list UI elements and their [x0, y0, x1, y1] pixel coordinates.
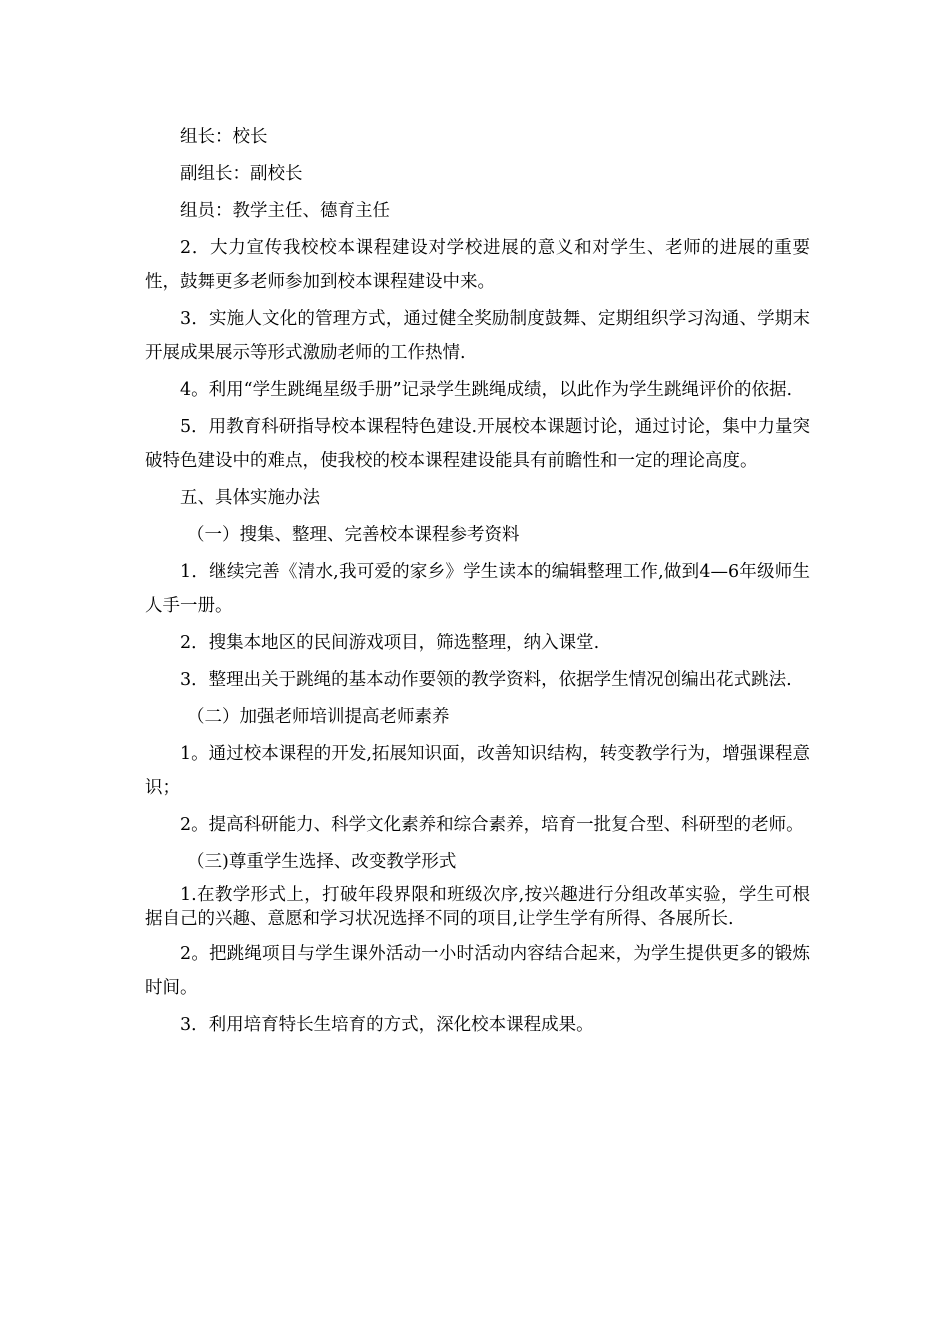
paragraph-sub1-item-2: 2．搜集本地区的民间游戏项目，筛选整理，纳入课堂.: [180, 633, 600, 653]
paragraph-item-3: 3．实施人文化的管理方式，通过健全奖励制度鼓舞、定期组织学习沟通、学期末开展成果展示等形式激励老师的工作热情.: [145, 309, 810, 363]
paragraph-leader: 组长：校长: [180, 127, 268, 147]
document-body: [145, 120, 810, 1045]
paragraph-sub1-item-3: 3．整理出关于跳绳的基本动作要领的教学资料，依据学生情况创编出花式跳法.: [180, 670, 792, 690]
subsection-heading-3: （三)尊重学生选择、改变教学形式: [187, 852, 457, 872]
subsection-heading-2: （二）加强老师培训提高老师素养: [187, 707, 450, 727]
subsection-heading-1: （一）搜集、整理、完善校本课程参考资料: [187, 525, 520, 545]
paragraph-deputy-leader: 副组长：副校长: [180, 164, 303, 184]
section-heading-5: 五、具体实施办法: [180, 488, 320, 508]
paragraph-sub1-item-1: 1．继续完善《清水,我可爱的家乡》学生读本的编辑整理工作,做到4—6年级师生人手一册。: [145, 562, 810, 616]
paragraph-item-5: 5．用教育科研指导校本课程特色建设.开展校本课题讨论，通过讨论，集中力量突破特色建设中的难点，使我校的校本课程建设能具有前瞻性和一定的理论高度。: [145, 417, 810, 471]
paragraph-sub2-item-2: 2。提高科研能力、科学文化素养和综合素养，培育一批复合型、科研型的老师。: [180, 815, 804, 835]
paragraph-members: 组员：教学主任、德育主任: [180, 201, 390, 221]
paragraph-sub3-item-1: 1.在教学形式上，打破年段界限和班级次序,按兴趣进行分组改革实验，学生可根据自己的兴趣、意愿和学习状况选择不同的项目,让学生学有所得、各展所长.: [145, 885, 810, 929]
paragraph-sub3-item-2: 2。把跳绳项目与学生课外活动一小时活动内容结合起来，为学生提供更多的锻炼时间。: [145, 944, 810, 998]
paragraph-sub2-item-1: 1。通过校本课程的开发,拓展知识面，改善知识结构，转变教学行为，增强课程意识；: [145, 744, 810, 798]
paragraph-sub3-item-3: 3．利用培育特长生培育的方式，深化校本课程成果。: [180, 1015, 594, 1035]
paragraph-item-2: 2．大力宣传我校校本课程建设对学校进展的意义和对学生、老师的进展的重要性，鼓舞更多老师参加到校本课程建设中来。: [145, 238, 810, 292]
paragraph-item-4: 4。利用“学生跳绳星级手册”记录学生跳绳成绩，以此作为学生跳绳评价的依据.: [180, 380, 793, 400]
